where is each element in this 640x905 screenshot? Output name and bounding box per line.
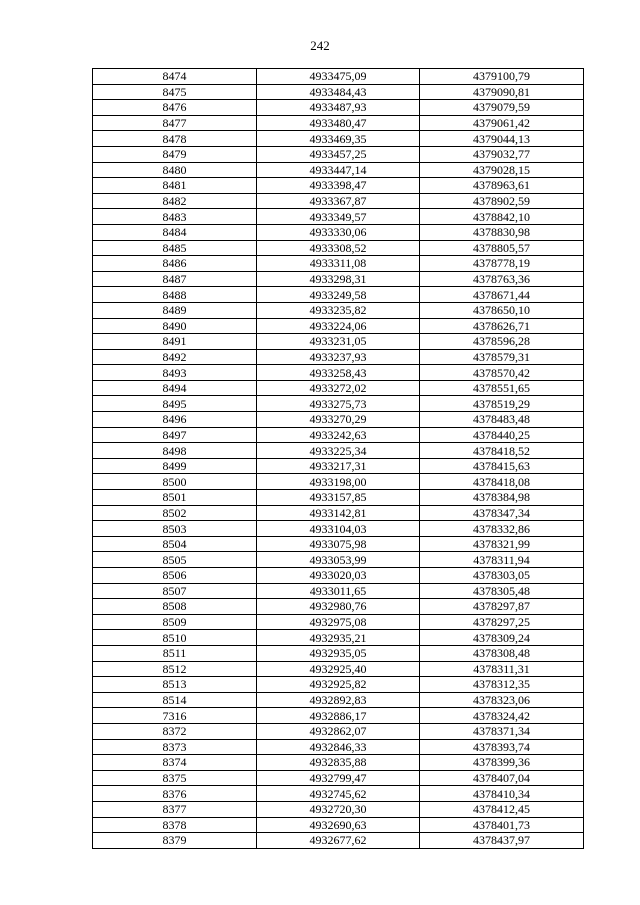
x-coordinate-cell: 4933142,81	[257, 505, 420, 521]
point-number-cell: 8505	[93, 552, 257, 568]
table-row	[93, 162, 584, 178]
y-coordinate-cell: 4378393,74	[420, 739, 584, 755]
table-row	[93, 552, 584, 568]
point-number-cell: 7316	[93, 708, 257, 724]
point-number-cell: 8476	[93, 100, 257, 116]
x-coordinate-cell: 4932745,62	[257, 786, 420, 802]
table-row	[93, 723, 584, 739]
y-coordinate-cell: 4378842,10	[420, 209, 584, 225]
point-number-cell: 8507	[93, 583, 257, 599]
table-row	[93, 505, 584, 521]
point-number-cell: 8372	[93, 723, 257, 739]
y-coordinate-cell: 4378297,87	[420, 599, 584, 615]
coordinates-table	[92, 68, 584, 849]
y-coordinate-cell: 4379044,13	[420, 131, 584, 147]
table-row	[93, 755, 584, 771]
table-row	[93, 536, 584, 552]
table-row	[93, 224, 584, 240]
point-number-cell: 8485	[93, 240, 257, 256]
x-coordinate-cell: 4933330,06	[257, 224, 420, 240]
point-number-cell: 8502	[93, 505, 257, 521]
point-number-cell: 8513	[93, 677, 257, 693]
x-coordinate-cell: 4932892,83	[257, 692, 420, 708]
table-row	[93, 474, 584, 490]
table-row	[93, 396, 584, 412]
point-number-cell: 8377	[93, 801, 257, 817]
table-row	[93, 193, 584, 209]
table-row	[93, 287, 584, 303]
x-coordinate-cell: 4933398,47	[257, 178, 420, 194]
table-row	[93, 661, 584, 677]
table-row	[93, 318, 584, 334]
x-coordinate-cell: 4933270,29	[257, 412, 420, 428]
x-coordinate-cell: 4933447,14	[257, 162, 420, 178]
table-row	[93, 739, 584, 755]
point-number-cell: 8493	[93, 365, 257, 381]
y-coordinate-cell: 4378440,25	[420, 427, 584, 443]
y-coordinate-cell: 4378483,48	[420, 412, 584, 428]
x-coordinate-cell: 4933157,85	[257, 490, 420, 506]
y-coordinate-cell: 4378551,65	[420, 380, 584, 396]
point-number-cell: 8483	[93, 209, 257, 225]
table-row	[93, 412, 584, 428]
y-coordinate-cell: 4378401,73	[420, 817, 584, 833]
point-number-cell: 8374	[93, 755, 257, 771]
table-row	[93, 677, 584, 693]
table-row	[93, 817, 584, 833]
table-row	[93, 271, 584, 287]
x-coordinate-cell: 4932846,33	[257, 739, 420, 755]
point-number-cell: 8375	[93, 770, 257, 786]
point-number-cell: 8495	[93, 396, 257, 412]
x-coordinate-cell: 4933224,06	[257, 318, 420, 334]
point-number-cell: 8486	[93, 256, 257, 272]
table-row	[93, 786, 584, 802]
table-row	[93, 178, 584, 194]
point-number-cell: 8503	[93, 521, 257, 537]
point-number-cell: 8477	[93, 115, 257, 131]
table-row	[93, 614, 584, 630]
y-coordinate-cell: 4378347,34	[420, 505, 584, 521]
point-number-cell: 8514	[93, 692, 257, 708]
x-coordinate-cell: 4933475,09	[257, 69, 420, 85]
x-coordinate-cell: 4933242,63	[257, 427, 420, 443]
x-coordinate-cell: 4932835,88	[257, 755, 420, 771]
y-coordinate-cell: 4378410,34	[420, 786, 584, 802]
y-coordinate-cell: 4378384,98	[420, 490, 584, 506]
point-number-cell: 8508	[93, 599, 257, 615]
y-coordinate-cell: 4378312,35	[420, 677, 584, 693]
table-row	[93, 568, 584, 584]
y-coordinate-cell: 4378311,94	[420, 552, 584, 568]
page-number: 242	[310, 38, 330, 53]
y-coordinate-cell: 4379079,59	[420, 100, 584, 116]
y-coordinate-cell: 4378778,19	[420, 256, 584, 272]
point-number-cell: 8376	[93, 786, 257, 802]
point-number-cell: 8482	[93, 193, 257, 209]
y-coordinate-cell: 4378805,57	[420, 240, 584, 256]
point-number-cell: 8491	[93, 334, 257, 350]
point-number-cell: 8501	[93, 490, 257, 506]
y-coordinate-cell: 4378671,44	[420, 287, 584, 303]
table-row	[93, 334, 584, 350]
point-number-cell: 8481	[93, 178, 257, 194]
y-coordinate-cell: 4378570,42	[420, 365, 584, 381]
table-row	[93, 708, 584, 724]
y-coordinate-cell: 4378324,42	[420, 708, 584, 724]
x-coordinate-cell: 4932980,76	[257, 599, 420, 615]
y-coordinate-cell: 4378305,48	[420, 583, 584, 599]
table-row	[93, 645, 584, 661]
y-coordinate-cell: 4378830,98	[420, 224, 584, 240]
point-number-cell: 8489	[93, 302, 257, 318]
x-coordinate-cell: 4933272,02	[257, 380, 420, 396]
y-coordinate-cell: 4378650,10	[420, 302, 584, 318]
y-coordinate-cell: 4379028,15	[420, 162, 584, 178]
y-coordinate-cell: 4378626,71	[420, 318, 584, 334]
x-coordinate-cell: 4932799,47	[257, 770, 420, 786]
x-coordinate-cell: 4933367,87	[257, 193, 420, 209]
y-coordinate-cell: 4378596,28	[420, 334, 584, 350]
point-number-cell: 8506	[93, 568, 257, 584]
point-number-cell: 8490	[93, 318, 257, 334]
point-number-cell: 8484	[93, 224, 257, 240]
table-row	[93, 84, 584, 100]
x-coordinate-cell: 4932720,30	[257, 801, 420, 817]
x-coordinate-cell: 4933198,00	[257, 474, 420, 490]
x-coordinate-cell: 4932935,21	[257, 630, 420, 646]
table-row	[93, 630, 584, 646]
y-coordinate-cell: 4379032,77	[420, 146, 584, 162]
point-number-cell: 8497	[93, 427, 257, 443]
x-coordinate-cell: 4933225,34	[257, 443, 420, 459]
point-number-cell: 8512	[93, 661, 257, 677]
point-number-cell: 8509	[93, 614, 257, 630]
x-coordinate-cell: 4932975,08	[257, 614, 420, 630]
x-coordinate-cell: 4933053,99	[257, 552, 420, 568]
x-coordinate-cell: 4933011,65	[257, 583, 420, 599]
point-number-cell: 8474	[93, 69, 257, 85]
x-coordinate-cell: 4932690,63	[257, 817, 420, 833]
y-coordinate-cell: 4378519,29	[420, 396, 584, 412]
table-row	[93, 349, 584, 365]
point-number-cell: 8475	[93, 84, 257, 100]
x-coordinate-cell: 4933275,73	[257, 396, 420, 412]
y-coordinate-cell: 4379100,79	[420, 69, 584, 85]
y-coordinate-cell: 4378902,59	[420, 193, 584, 209]
y-coordinate-cell: 4378437,97	[420, 833, 584, 849]
point-number-cell: 8379	[93, 833, 257, 849]
x-coordinate-cell: 4933249,58	[257, 287, 420, 303]
point-number-cell: 8479	[93, 146, 257, 162]
y-coordinate-cell: 4378399,36	[420, 755, 584, 771]
x-coordinate-cell: 4933484,43	[257, 84, 420, 100]
point-number-cell: 8492	[93, 349, 257, 365]
table-row	[93, 69, 584, 85]
x-coordinate-cell: 4932677,62	[257, 833, 420, 849]
y-coordinate-cell: 4378309,24	[420, 630, 584, 646]
y-coordinate-cell: 4378321,99	[420, 536, 584, 552]
x-coordinate-cell: 4933311,08	[257, 256, 420, 272]
point-number-cell: 8510	[93, 630, 257, 646]
y-coordinate-cell: 4378332,86	[420, 521, 584, 537]
table-row	[93, 256, 584, 272]
point-number-cell: 8504	[93, 536, 257, 552]
table-row	[93, 833, 584, 849]
y-coordinate-cell: 4378297,25	[420, 614, 584, 630]
y-coordinate-cell: 4379061,42	[420, 115, 584, 131]
table-row	[93, 365, 584, 381]
y-coordinate-cell: 4378763,36	[420, 271, 584, 287]
point-number-cell: 8487	[93, 271, 257, 287]
table-row	[93, 115, 584, 131]
point-number-cell: 8373	[93, 739, 257, 755]
y-coordinate-cell: 4378418,52	[420, 443, 584, 459]
table-row	[93, 380, 584, 396]
x-coordinate-cell: 4933020,03	[257, 568, 420, 584]
x-coordinate-cell: 4933308,52	[257, 240, 420, 256]
table-row	[93, 521, 584, 537]
x-coordinate-cell: 4932862,07	[257, 723, 420, 739]
x-coordinate-cell: 4933231,05	[257, 334, 420, 350]
x-coordinate-cell: 4933104,03	[257, 521, 420, 537]
table-row	[93, 692, 584, 708]
x-coordinate-cell: 4932886,17	[257, 708, 420, 724]
x-coordinate-cell: 4933237,93	[257, 349, 420, 365]
x-coordinate-cell: 4933235,82	[257, 302, 420, 318]
x-coordinate-cell: 4932925,82	[257, 677, 420, 693]
y-coordinate-cell: 4378371,34	[420, 723, 584, 739]
x-coordinate-cell: 4933457,25	[257, 146, 420, 162]
table-row	[93, 209, 584, 225]
x-coordinate-cell: 4933487,93	[257, 100, 420, 116]
y-coordinate-cell: 4379090,81	[420, 84, 584, 100]
point-number-cell: 8496	[93, 412, 257, 428]
x-coordinate-cell: 4933298,31	[257, 271, 420, 287]
y-coordinate-cell: 4378308,48	[420, 645, 584, 661]
table-row	[93, 458, 584, 474]
x-coordinate-cell: 4933349,57	[257, 209, 420, 225]
x-coordinate-cell: 4932925,40	[257, 661, 420, 677]
point-number-cell: 8378	[93, 817, 257, 833]
table-row	[93, 302, 584, 318]
y-coordinate-cell: 4378579,31	[420, 349, 584, 365]
y-coordinate-cell: 4378407,04	[420, 770, 584, 786]
y-coordinate-cell: 4378963,61	[420, 178, 584, 194]
x-coordinate-cell: 4933480,47	[257, 115, 420, 131]
point-number-cell: 8494	[93, 380, 257, 396]
table-row	[93, 770, 584, 786]
y-coordinate-cell: 4378415,63	[420, 458, 584, 474]
point-number-cell: 8499	[93, 458, 257, 474]
x-coordinate-cell: 4933075,98	[257, 536, 420, 552]
table-row	[93, 100, 584, 116]
table-row	[93, 240, 584, 256]
point-number-cell: 8511	[93, 645, 257, 661]
table-row	[93, 599, 584, 615]
table-row	[93, 801, 584, 817]
point-number-cell: 8480	[93, 162, 257, 178]
y-coordinate-cell: 4378412,45	[420, 801, 584, 817]
y-coordinate-cell: 4378311,31	[420, 661, 584, 677]
table-row	[93, 427, 584, 443]
table-row	[93, 490, 584, 506]
y-coordinate-cell: 4378418,08	[420, 474, 584, 490]
coordinates-table-body	[93, 69, 584, 849]
point-number-cell: 8488	[93, 287, 257, 303]
point-number-cell: 8478	[93, 131, 257, 147]
x-coordinate-cell: 4933469,35	[257, 131, 420, 147]
x-coordinate-cell: 4933258,43	[257, 365, 420, 381]
table-row	[93, 583, 584, 599]
point-number-cell: 8498	[93, 443, 257, 459]
x-coordinate-cell: 4933217,31	[257, 458, 420, 474]
point-number-cell: 8500	[93, 474, 257, 490]
table-row	[93, 146, 584, 162]
y-coordinate-cell: 4378303,05	[420, 568, 584, 584]
table-row	[93, 131, 584, 147]
y-coordinate-cell: 4378323,06	[420, 692, 584, 708]
table-row	[93, 443, 584, 459]
x-coordinate-cell: 4932935,05	[257, 645, 420, 661]
